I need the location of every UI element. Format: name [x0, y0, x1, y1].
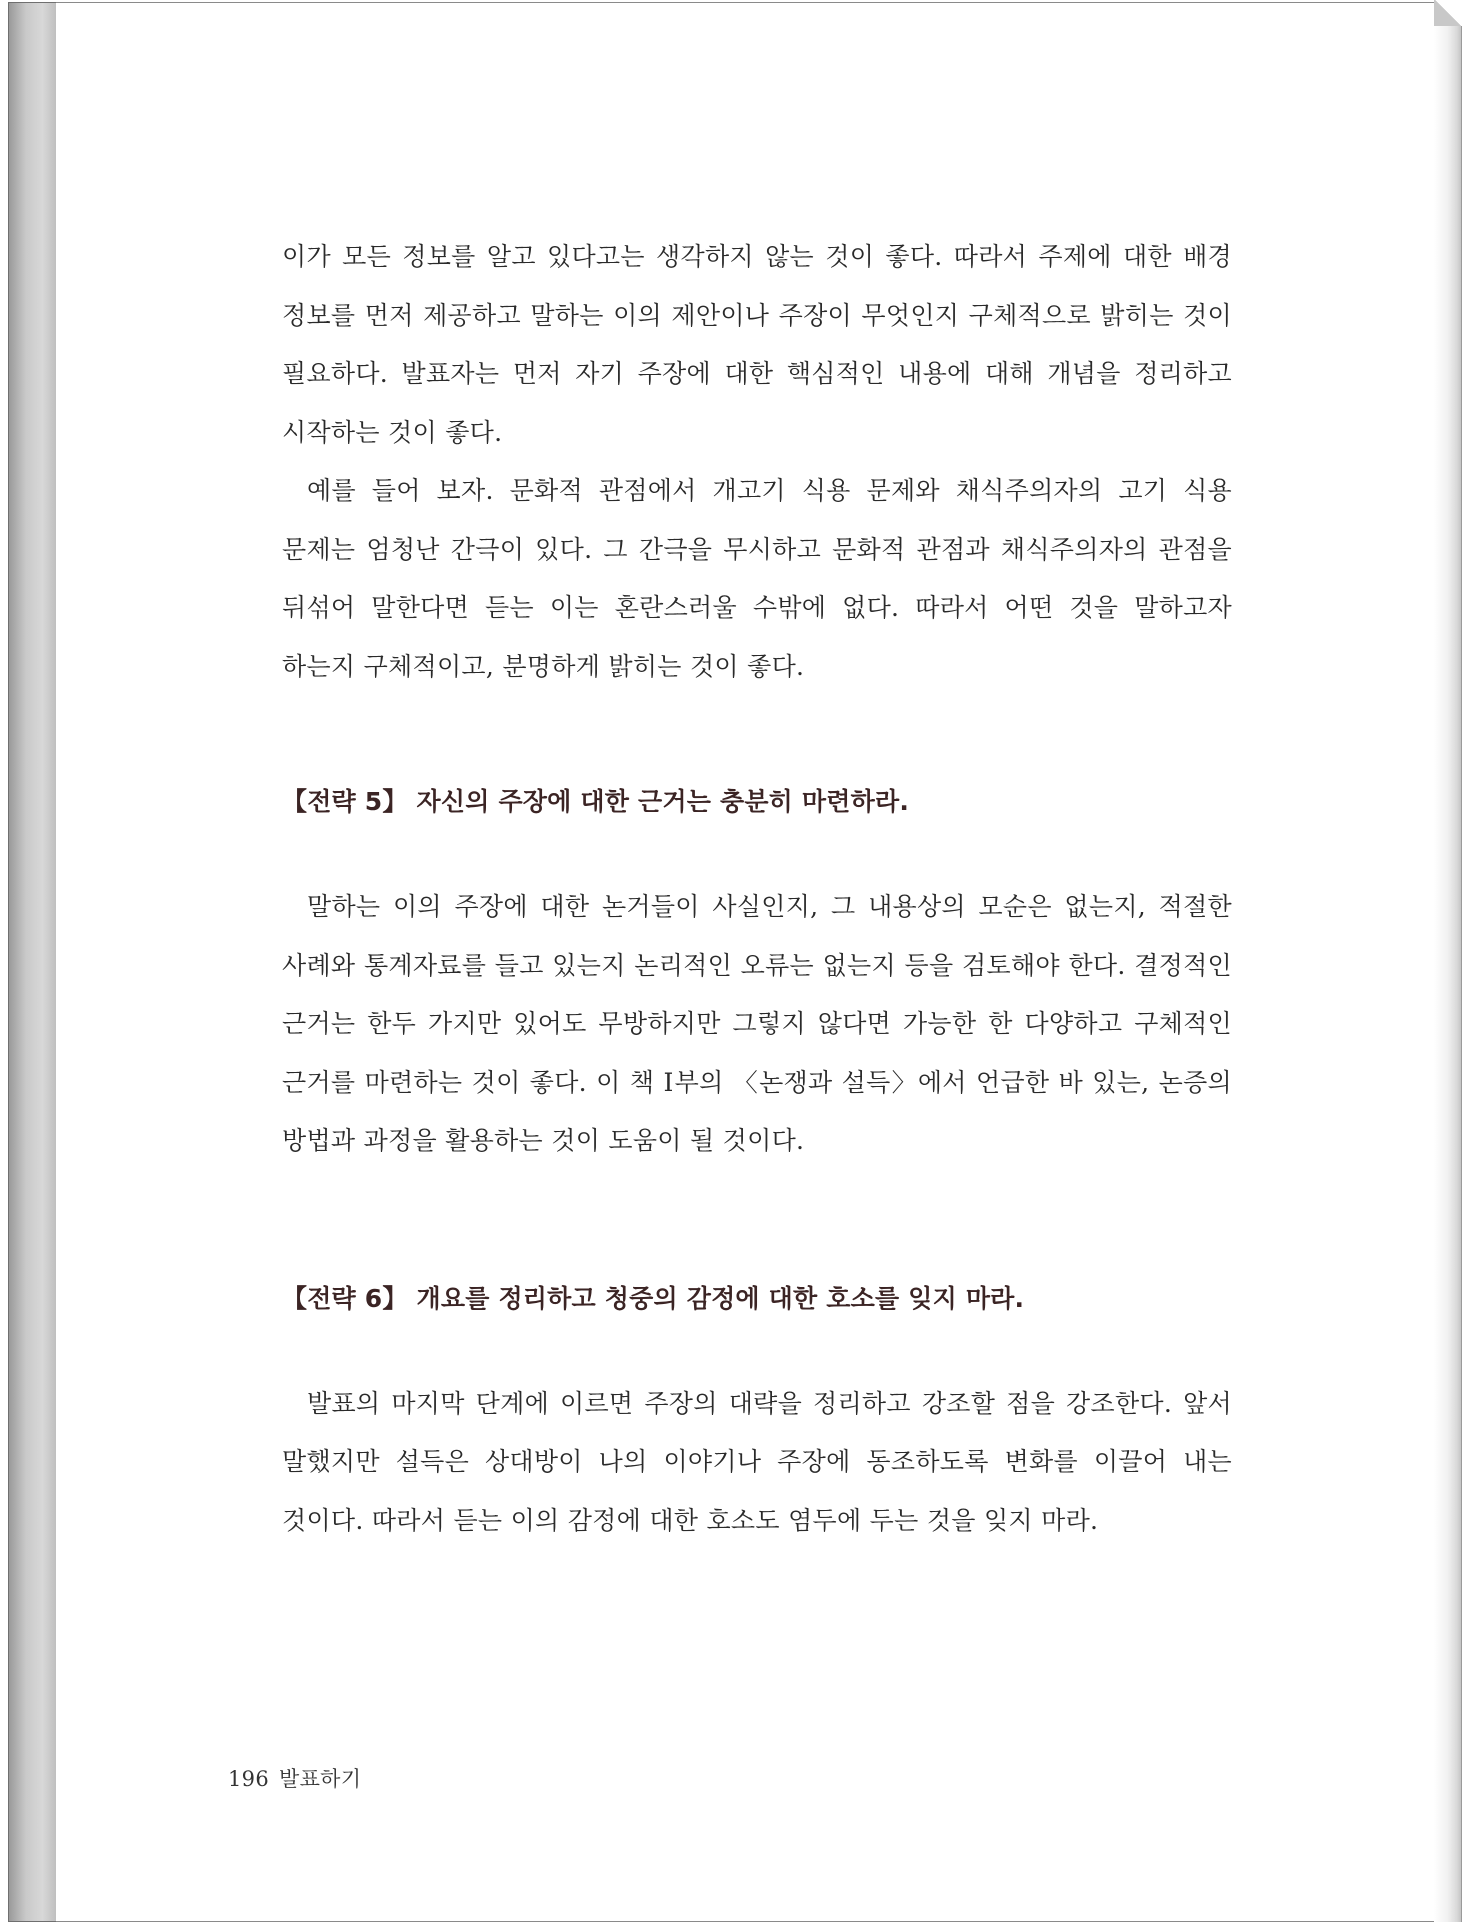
- page-footer: [228, 1763, 371, 1793]
- strategy-6-heading: 【전략 6】 개요를 정리하고 청중의 감정에 대한 호소를 잊지 마라.: [282, 1283, 1025, 1313]
- page-number: 196: [228, 1767, 269, 1791]
- strategy-5-heading: 【전략 5】 자신의 주장에 대한 근거는 충분히 마련하라.: [282, 787, 910, 816]
- body-paragraph-2: 예를 들어 보자. 문화적 관점에서 개고기 식용 문제와 채식주의자의 고기 식용 문제는 엄청난 간극이 있다. 그 간극을 무시하고 문화적 관점과 채식주의자의 관점을 뒤섞어 말한다면 듣는 이는 혼란스러울 수밖에 없다. 따라서 어떤 것을 말하고자 하는지 구체적이고, 분명하게 밝히는 것이 좋다.: [282, 476, 1232, 681]
- book-spine-edge: [8, 2, 58, 1922]
- body-paragraph-3: 말하는 이의 주장에 대한 논거들이 사실인지, 그 내용상의 모순은 없는지, 적절한 사례와 통계자료를 들고 있는지 논리적인 오류는 없는지 등을 검토해야 한다. 결정적인 근거는 한두 가지만 있어도 무방하지만 그렇지 않다면 가능한 한 다양하고 구체적인 근거를 마련하는 것이 좋다. 이 책 Ⅰ부의 〈논쟁과 설득〉에서 언급한 바 있는, 논증의 방법과 과정을 활용하는 것이 도움이 될 것이다.: [282, 892, 1232, 1155]
- body-paragraph-4: 발표의 마지막 단계에 이르면 주장의 대략을 정리하고 강조할 점을 강조한다. 앞서 말했지만 설득은 상대방이 나의 이야기나 주장에 동조하도록 변화를 이끌어 내는 것이다. 따라서 듣는 이의 감정에 대한 호소도 염두에 두는 것을 잊지 마라.: [282, 1388, 1232, 1535]
- running-footer-title: 발표하기: [278, 1767, 362, 1791]
- page-content: [282, 228, 1232, 1550]
- page-corner-fold: [1434, 0, 1462, 26]
- page-right-edge: [1434, 2, 1462, 1922]
- body-paragraph-1: 이가 모든 정보를 알고 있다고는 생각하지 않는 것이 좋다. 따라서 주제에 대한 배경 정보를 먼저 제공하고 말하는 이의 제안이나 주장이 무엇인지 구체적으로 밝히는 것이 필요하다. 발표자는 먼저 자기 주장에 대한 핵심적인 내용에 대해 개념을 정리하고 시작하는 것이 좋다.: [282, 242, 1232, 447]
